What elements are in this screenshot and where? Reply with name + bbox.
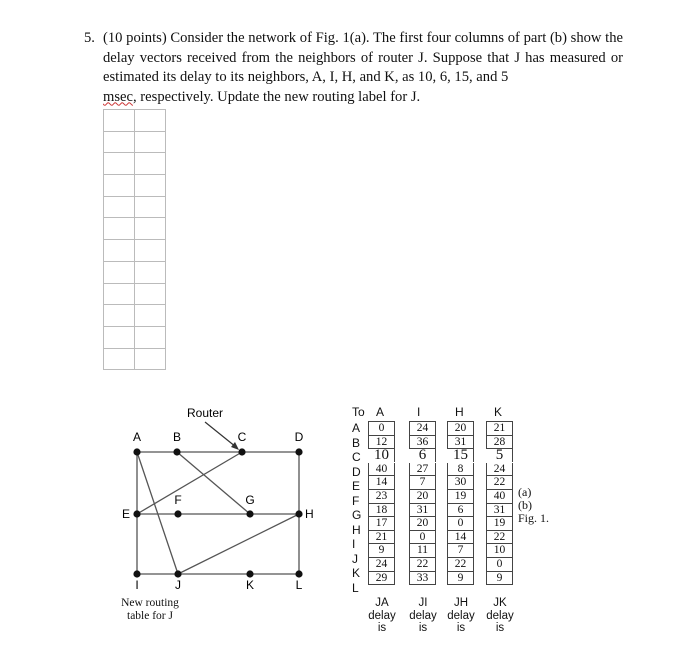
delay-cell: 19 bbox=[448, 489, 474, 503]
delay-cell: 7 bbox=[410, 476, 436, 490]
node-label-B: B bbox=[172, 430, 182, 444]
row-label-L: L bbox=[352, 580, 359, 595]
footer-line: is bbox=[495, 622, 505, 634]
delay-cell: 30 bbox=[448, 476, 474, 490]
node-label-D: D bbox=[294, 430, 304, 444]
row-label-J: J bbox=[352, 551, 358, 566]
node-B bbox=[173, 448, 180, 455]
node-G bbox=[246, 510, 253, 517]
delay-cell: 6 bbox=[410, 449, 436, 463]
footer-line: is bbox=[377, 622, 387, 634]
delay-cell: 0 bbox=[487, 557, 513, 571]
question-number: 5. bbox=[84, 30, 95, 46]
delay-cell: 40 bbox=[369, 462, 395, 476]
delay-cell: 10 bbox=[369, 449, 395, 463]
column-header-K: K bbox=[494, 405, 503, 419]
row-label-I: I bbox=[352, 537, 356, 551]
delay-vector-A bbox=[368, 421, 395, 585]
row-label-K: K bbox=[352, 566, 361, 580]
node-label-I: I bbox=[135, 578, 139, 592]
row-label-A: A bbox=[352, 421, 361, 435]
delay-cell: 28 bbox=[487, 435, 513, 449]
delay-cell: 23 bbox=[369, 489, 395, 503]
column-footer bbox=[478, 597, 522, 635]
row-label-E: E bbox=[352, 479, 361, 493]
delay-cell: 22 bbox=[487, 530, 513, 544]
node-F bbox=[174, 510, 181, 517]
delay-cell: 18 bbox=[369, 503, 395, 517]
node-J bbox=[174, 570, 181, 577]
row-label-H: H bbox=[352, 522, 361, 537]
row-label-D: D bbox=[352, 464, 361, 479]
delay-cell: 17 bbox=[369, 517, 395, 531]
column-header-I: I bbox=[417, 405, 421, 419]
footer-line: JA bbox=[375, 597, 389, 609]
delay-cell: 19 bbox=[487, 517, 513, 531]
delay-cell: 10 bbox=[487, 544, 513, 558]
delay-vector-K bbox=[486, 421, 513, 585]
node-C bbox=[238, 448, 245, 455]
delay-cell: 6 bbox=[448, 503, 474, 517]
row-label-B: B bbox=[352, 435, 361, 450]
delay-cell: 0 bbox=[410, 530, 436, 544]
node-E bbox=[133, 510, 140, 517]
delay-cell: 14 bbox=[369, 476, 395, 490]
delay-vector-H bbox=[447, 421, 474, 585]
node-label-K: K bbox=[245, 578, 255, 592]
delay-cell: 0 bbox=[369, 422, 395, 436]
routing-table-caption: New routing table for J bbox=[121, 597, 179, 622]
delay-cell: 24 bbox=[369, 557, 395, 571]
delay-cell: 9 bbox=[487, 571, 513, 585]
column-header-H: H bbox=[455, 405, 464, 419]
delay-cell: 21 bbox=[487, 422, 513, 436]
delay-cell: 36 bbox=[410, 435, 436, 449]
node-label-H: H bbox=[305, 507, 314, 521]
router-label: Router bbox=[186, 406, 224, 420]
delay-cell: 12 bbox=[369, 435, 395, 449]
column-footer bbox=[360, 597, 404, 635]
delay-cell: 22 bbox=[448, 557, 474, 571]
node-label-C: C bbox=[237, 430, 247, 444]
edge-A-J bbox=[137, 452, 178, 574]
footer-line: is bbox=[418, 622, 428, 634]
footer-line: JH bbox=[453, 597, 469, 609]
delay-cell: 20 bbox=[410, 489, 436, 503]
footer-line: JK bbox=[493, 597, 507, 609]
node-H bbox=[295, 510, 302, 517]
delay-cell: 7 bbox=[448, 544, 474, 558]
delay-cell: 9 bbox=[448, 571, 474, 585]
delay-cell: 0 bbox=[448, 517, 474, 531]
delay-cell: 11 bbox=[410, 544, 436, 558]
node-label-L: L bbox=[295, 578, 303, 592]
delay-cell: 9 bbox=[369, 544, 395, 558]
delay-cell: 14 bbox=[448, 530, 474, 544]
edge-J-H bbox=[178, 514, 299, 574]
question-end: , respectively. Update the new routing label for J. bbox=[133, 88, 421, 105]
edge-C-E bbox=[137, 452, 242, 514]
delay-cell: 31 bbox=[448, 435, 474, 449]
node-D bbox=[295, 448, 302, 455]
delay-vector-I bbox=[409, 421, 436, 585]
column-header-A: A bbox=[376, 405, 385, 419]
delay-cell: 20 bbox=[410, 517, 436, 531]
delay-cell: 5 bbox=[487, 449, 513, 463]
row-label-G: G bbox=[352, 508, 362, 522]
footer-line: delay bbox=[409, 609, 437, 622]
footer-line: JI bbox=[418, 597, 428, 609]
row-label-C: C bbox=[352, 450, 361, 464]
router-arrow bbox=[205, 422, 236, 447]
column-footer bbox=[439, 597, 483, 635]
node-I bbox=[133, 570, 140, 577]
row-label-F: F bbox=[352, 493, 360, 508]
to-label: To bbox=[352, 405, 365, 419]
delay-cell: 31 bbox=[487, 503, 513, 517]
fig-caption: Fig. 1. bbox=[518, 511, 550, 525]
node-label-F: F bbox=[174, 493, 182, 507]
delay-cell: 33 bbox=[410, 571, 436, 585]
footer-line: delay bbox=[368, 609, 396, 622]
misspelled-word: msec bbox=[103, 88, 133, 105]
delay-cell: 31 bbox=[410, 503, 436, 517]
delay-cell: 20 bbox=[448, 422, 474, 436]
node-A bbox=[133, 448, 140, 455]
delay-cell: 22 bbox=[410, 557, 436, 571]
footer-line: delay bbox=[447, 609, 475, 622]
node-label-E: E bbox=[121, 507, 130, 521]
delay-cell: 21 bbox=[369, 530, 395, 544]
node-label-A: A bbox=[132, 430, 142, 444]
delay-cell: 8 bbox=[448, 462, 474, 476]
node-label-G: G bbox=[245, 493, 255, 507]
node-K bbox=[246, 570, 253, 577]
delay-cell: 22 bbox=[487, 476, 513, 490]
node-label-J: J bbox=[175, 578, 181, 592]
delay-cell: 27 bbox=[410, 462, 436, 476]
fig-part-a: (a) bbox=[518, 485, 532, 499]
question-body: (10 points) Consider the network of Fig. 1(a). The first four columns of part (b) show the delay vectors received from the neighbors of router J. Suppose that J has measured or estimated its delay to its neighbors, A, I, H, and K, as 10, 6, 15, and 5 bbox=[103, 30, 623, 85]
delay-cell: 40 bbox=[487, 489, 513, 503]
fig-part-b: (b) bbox=[518, 498, 532, 512]
edge-B-G bbox=[177, 452, 250, 514]
delay-cell: 24 bbox=[410, 422, 436, 436]
delay-cell: 24 bbox=[487, 462, 513, 476]
delay-cell: 15 bbox=[448, 449, 474, 463]
footer-line: delay bbox=[486, 609, 514, 622]
node-L bbox=[295, 570, 302, 577]
delay-cell: 29 bbox=[369, 571, 395, 585]
footer-line: is bbox=[456, 622, 466, 634]
